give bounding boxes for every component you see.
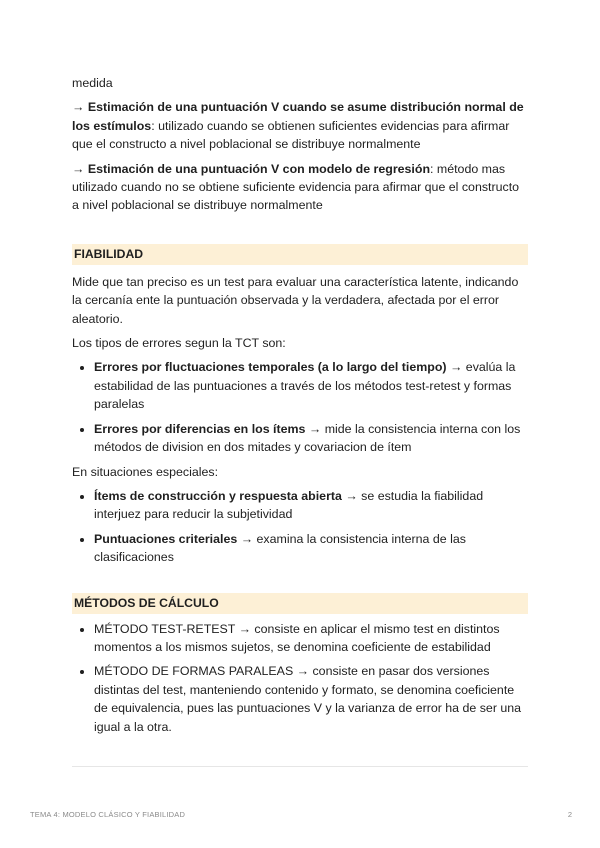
item-title: Errores por fluctuaciones temporales (a lo largo del tiempo)	[94, 360, 447, 375]
page-number: 2	[567, 810, 572, 819]
arrow: →	[72, 161, 88, 176]
item-title: Puntuaciones criteriales	[94, 531, 238, 546]
fiabilidad-definition: Mide que tan preciso es un test para evaluar una característica latente, indicando la cercanía ente la puntuación observada y la verdadera, afectada por el error aleatorio.	[72, 274, 519, 326]
item-text: → examina la consistencia interna de las clasificaciones	[94, 531, 466, 565]
footer-title: TEMA 4: MODELO CLÁSICO Y FIABILIDAD	[30, 810, 186, 819]
errors-list	[72, 358, 528, 456]
page-content	[72, 74, 528, 742]
item-text: → evalúa la estabilidad de las puntuaciones a través de los métodos test-retest y formas paralelas	[94, 360, 516, 412]
list-item	[94, 420, 528, 457]
list-item: • MÉTODO DE FORMAS PARALEAS → consiste en pasar dos versiones distintas del test, manteniendo contenido y formato, se denomina coeficiente de equivalencia, pues las puntuaciones V y la varianza de error ha de ser una igual a la otra.	[94, 662, 528, 736]
item-title: Ítems de construcción y respuesta abierta	[94, 488, 342, 503]
item-text: : método mas utilizado cuando no se obtiene suficiente evidencia para afirmar que el constructo a nivel poblacional se distribuye normalmente	[72, 161, 520, 213]
special-intro: En situaciones especiales:	[72, 464, 219, 479]
item-title: Estimación de una puntuación V cuando se asume distribución normal de los estímulos	[72, 100, 524, 133]
intro-line: medida	[72, 76, 113, 90]
item-title: Errores por diferencias en los ítems	[94, 421, 306, 436]
list-item	[94, 530, 528, 567]
item-title: Estimación de una puntuación V con modelo de regresión	[87, 161, 431, 176]
footer-divider	[72, 766, 528, 767]
section-heading-metodos: MÉTODOS DE CÁLCULO	[72, 593, 528, 614]
arrow: →	[72, 100, 88, 115]
item-text: → mide la consistencia interna con los métodos de division en dos mitades y covariacion de ítem	[94, 421, 521, 455]
list-item	[94, 358, 528, 413]
methods-list	[72, 620, 528, 736]
item-text: : utilizado cuando se obtienen suficientes evidencias para afirmar que el constructo a nivel poblacional se distribuye normalmente	[72, 118, 510, 152]
list-item	[94, 487, 528, 524]
intro-item-regresion	[72, 160, 528, 215]
special-list	[72, 487, 528, 567]
item-text: → se estudia la fiabilidad interjuez para reducir la subjetividad	[94, 488, 484, 522]
list-item: • MÉTODO TEST-RETEST → consiste en aplicar el mismo test en distintos momentos a los mismos sujetos, se denomina coeficiente de estabilidad	[94, 620, 528, 657]
intro-item-normal	[72, 98, 528, 153]
errors-intro: Los tipos de errores segun la TCT son:	[72, 336, 286, 351]
section-heading-fiabilidad: FIABILIDAD	[72, 244, 528, 265]
